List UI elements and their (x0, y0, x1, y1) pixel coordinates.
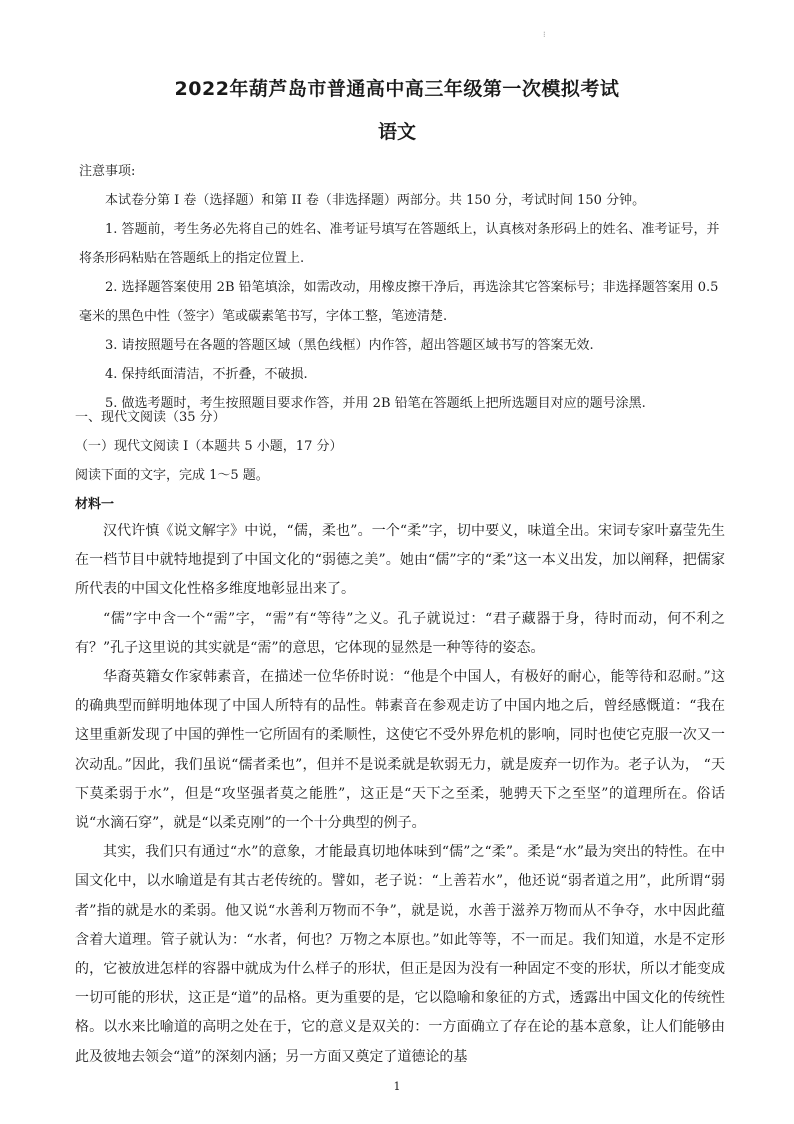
notes-item-5: 5. 做选考题时，考生按照题目要求作答，并用 2B 铅笔在答题纸上把所选题目对应的题号涂黑. (105, 396, 646, 411)
notes-intro: 本试卷分第 I 卷（选择题）和第 II 卷（非选择题）两部分。共 150 分，考试时间 150 分钟。 (105, 193, 646, 208)
paragraph: “儒”字中含一个“需”字，“需”有“等待”之义。孔子就说过：“君子藏器于身，待时而动，何不利之有？”孔子这里说的其实就是“需”的意思，它体现的显然是一种等待的姿态。 (75, 610, 725, 656)
sub-heading: （一）现代文阅读 I（本题共 5 小题，17 分） (75, 439, 343, 454)
subject-title: 语文 (377, 121, 416, 143)
reading-section-header (75, 403, 725, 519)
reading-text (75, 517, 725, 1072)
notes-item-1: 1. 答题前，考生务必先将自己的姓名、准考证号填写在答题纸上，认真核对条形码上的姓名、准考证号，并将条形码粘贴在答题纸上的指定位置上. (79, 222, 720, 266)
exam-title: 2022年葫芦岛市普通高中高三年级第一次模拟考试 (174, 78, 620, 100)
page-number: 1 (393, 1080, 401, 1093)
notes-item-4: 4. 保持纸面清洁，不折叠，不破损. (105, 367, 308, 382)
notes-item-2: 2. 选择题答案使用 2B 铅笔填涂，如需改动，用橡皮擦干净后，再选涂其它答案标号；非选择题答案用 0.5 毫米的黑色中性（签字）笔或碳素笔书写，字体工整，笔迹清楚. (79, 280, 719, 324)
material-label: 材料一 (75, 497, 115, 512)
paragraph: 汉代许慎《说文解字》中说，“儒，柔也”。一个“柔”字，切中要义，味道全出。宋词专家叶嘉莹先生在一档节目中就特地提到了中国文化的“弱德之美”。她由“儒”字的“柔”这一本义出发，加以阐释，把儒家所代表的中国文化性格多维度地彰显出来了。 (75, 523, 725, 598)
top-mark: ⁝ (543, 30, 546, 39)
notes-section (79, 157, 719, 418)
part-heading: 一、现代文阅读（35 分） (75, 410, 226, 425)
paragraph: 其实，我们只有通过“水”的意象，才能最真切地体味到“儒”之“柔”。柔是“水”最为突出的特性。在中国文化中，以水喻道是有其古老传统的。譬如，老子说：“上善若水”，他还说“弱者道之用”，此所谓“弱者”指的就是水的柔弱。他又说“水善利万物而不争”，就是说，水善于滋养万物而从不争夺，水中因此蕴含着大道理。管子就认为：“水者，何也？万物之本原也。”如此等等，不一而足。我们知道，水是不定形的，它被放进怎样的容器中就成为什么样子的形状，但正是因为没有一种固定不变的形状，所以才能变成一切可能的形状，这正是“道”的品格。更为重要的是，它以隐喻和象征的方式，透露出中国文化的传统性格。以水来比喻道的高明之处在于，它的意义是双关的：一方面确立了存在论的基本意象，让人们能够由此及彼地去领会“道”的深刻内涵；另一方面又奠定了道德论的基 (75, 844, 725, 1065)
paragraph: 华裔英籍女作家韩素音，在描述一位华侨时说：“他是个中国人，有极好的耐心，能等待和忍耐。”这的确典型而鲜明地体现了中国人所特有的品性。韩素音在参观走访了中国内地之后，曾经感慨道：“我在这里重新发现了中国的弹性一它所固有的柔顺性，这使它不受外界危机的影响，同时也使它克服一次又一次动乱。”因此，我们虽说“儒者柔也”，但并不是说柔就是软弱无力，就是废弃一切作为。老子认为， “天下莫柔弱于水”，但是“攻坚强者莫之能胜”，这正是“天下之至柔，驰骋天下之至坚”的道理所在。俗话说“水滴石穿”，就是“以柔克刚”的一个十分典型的例子。 (75, 669, 725, 832)
reading-instruction: 阅读下面的文字，完成 1～5 题。 (75, 468, 269, 483)
notes-item-3: 3. 请按照题号在各题的答题区域（黑色线框）内作答，超出答题区域书写的答案无效. (105, 338, 594, 353)
notes-heading: 注意事项: (79, 164, 136, 179)
